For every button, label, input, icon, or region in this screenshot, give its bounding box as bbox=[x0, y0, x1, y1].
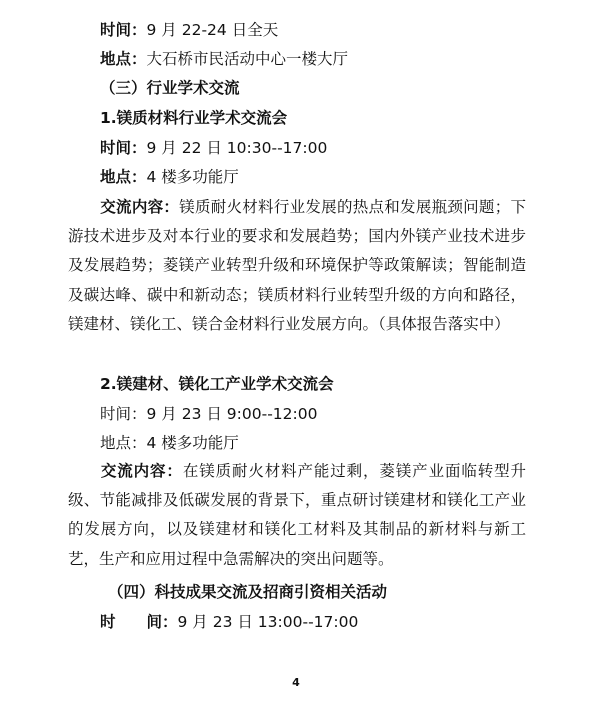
time-line-2 bbox=[100, 138, 327, 158]
subsection-heading-2 bbox=[100, 374, 334, 394]
subsection-heading-text: 2.镁建材、镁化工产业学术交流会 bbox=[100, 375, 334, 393]
place-line-1 bbox=[100, 49, 348, 69]
place-value: 大石桥市民活动中心一楼大厅 bbox=[146, 50, 349, 68]
time-label: 时间： bbox=[100, 21, 147, 39]
place-value: 4 楼多功能厅 bbox=[146, 168, 239, 186]
content-label: 交流内容： bbox=[100, 198, 180, 216]
subsection-heading-text: 1.镁质材料行业学术交流会 bbox=[100, 109, 288, 127]
time-text: 时间：9 月 23 日 9:00--12:00 bbox=[100, 405, 318, 423]
time-value: 9 月 23 日 13:00--17:00 bbox=[177, 613, 359, 631]
page-number: 4 bbox=[292, 676, 300, 689]
section-heading-3 bbox=[100, 78, 240, 98]
section-heading-text: （四）科技成果交流及招商引资相关活动 bbox=[108, 583, 388, 601]
place-label: 地点： bbox=[100, 168, 147, 186]
place-line-3 bbox=[100, 433, 239, 453]
place-line-2 bbox=[100, 167, 239, 187]
time-line-4 bbox=[100, 612, 358, 632]
time-label: 时间： bbox=[100, 139, 147, 157]
place-label: 地点： bbox=[100, 50, 147, 68]
exchange-content-paragraph-2 bbox=[68, 457, 526, 574]
time-line-3 bbox=[100, 404, 317, 424]
time-value: 9 月 22-24 日全天 bbox=[146, 21, 279, 39]
time-line-1 bbox=[100, 20, 278, 40]
content-label: 交流内容： bbox=[100, 462, 183, 480]
time-label: 时 间： bbox=[100, 613, 178, 631]
exchange-content-paragraph-1 bbox=[68, 193, 526, 339]
time-value: 9 月 22 日 10:30--17:00 bbox=[146, 139, 328, 157]
place-text: 地点：4 楼多功能厅 bbox=[100, 434, 239, 452]
content-text: 镁质耐火材料行业发展的热点和发展瓶颈问题；下游技术进步及对本行业的要求和发展趋势；国内外镁产业技术进步及发展趋势；菱镁产业转型升级和环境保护等政策解读；智能制造及碳达峰、碳中和新动态；镁质材料行业转型升级的方向和路径，镁建材、镁化工、镁合金材料行业发展方向。（具体报告落实中） bbox=[68, 198, 526, 333]
subsection-heading-1 bbox=[100, 108, 287, 128]
section-heading-text: （三）行业学术交流 bbox=[100, 79, 240, 97]
section-heading-4 bbox=[108, 582, 387, 602]
content-text: 在镁质耐火材料产能过剩，菱镁产业面临转型升级、节能减排及低碳发展的背景下，重点研讨镁建材和镁化工产业的发展方向，以及镁建材和镁化工材料及其制品的新材料与新工艺，生产和应用过程中急需解决的突出问题等。 bbox=[68, 462, 526, 568]
